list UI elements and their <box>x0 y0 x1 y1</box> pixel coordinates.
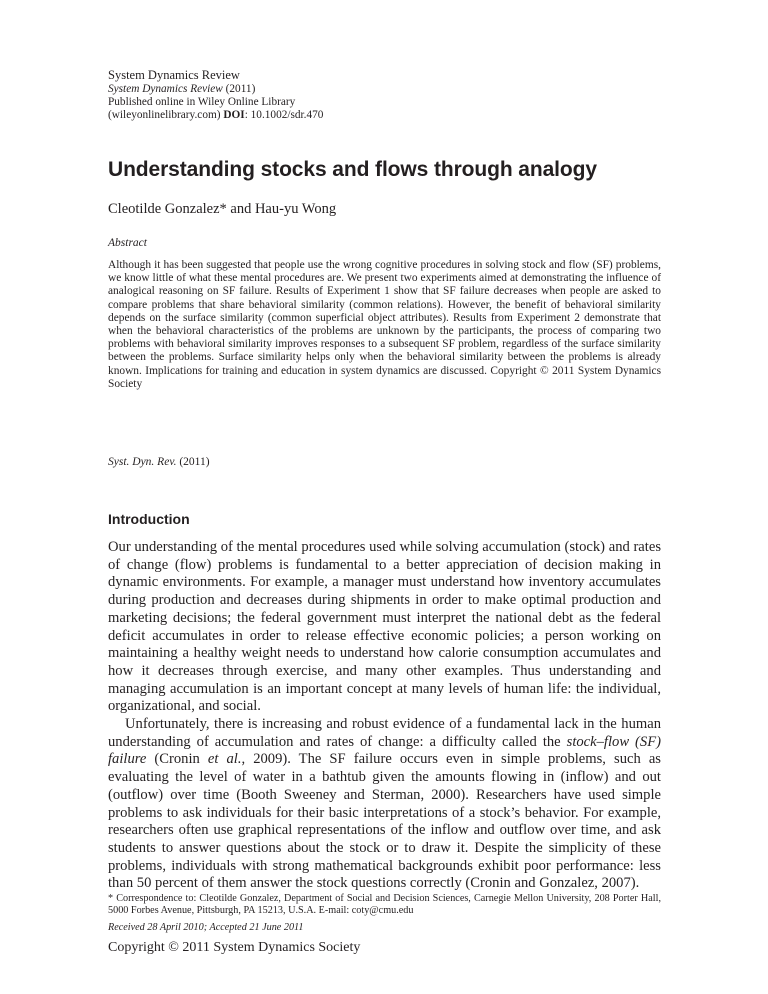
doi-prefix: (wileyonlinelibrary.com) <box>108 109 224 121</box>
short-citation-title: Syst. Dyn. Rev. <box>108 456 177 468</box>
doi-label: DOI <box>223 109 245 121</box>
journal-header <box>108 68 323 122</box>
journal-citation-year: (2011) <box>222 83 256 95</box>
et-al: et al. <box>207 751 242 768</box>
short-citation <box>108 456 210 468</box>
paragraph-2-part-b: (Cronin <box>146 751 208 768</box>
correspondence-footnote: * Correspondence to: Cleotilde Gonzalez, Department of Social and Decision Sciences, Carnegie Mellon University, 208 Porter Hall, 5000 Forbes Avenue, Pittsburgh, PA 15213, U.S.A. E-mail: coty@cmu.edu <box>108 893 661 916</box>
journal-citation <box>108 83 323 96</box>
body-paragraph-1: Our understanding of the mental procedures used while solving accumulation (stock) and rates of change (flow) problems is fundamental to a better appreciation of decision making in dynamic environments. For example, a manager must understand how inventory accumulates during production and decreases during shipments in order to make optimal production and marketing decisions; the federal government must interpret the national debt as the federal deficit accumulates in order to release effective economic policies; a person working on maintaining a healthy weight needs to understand how calorie consumption accumulates and how it decreases through exercise, and many other examples. Thus understanding and managing accumulation is an important concept at many levels of human life: the individual, organizational, and social. <box>108 539 661 715</box>
body-paragraph-2 <box>108 716 661 893</box>
doi-value: : 10.1002/sdr.470 <box>244 109 324 121</box>
abstract-heading: Abstract <box>108 237 147 249</box>
paragraph-2-part-a: Unfortunately, there is increasing and robust evidence of a fundamental lack in the human understanding of accumulation and rates of change: a difficulty called the <box>108 716 661 750</box>
article-title: Understanding stocks and flows through analogy <box>108 158 597 181</box>
doi-line <box>108 109 323 122</box>
section-heading-introduction: Introduction <box>108 511 190 527</box>
authors: Cleotilde Gonzalez* and Hau-yu Wong <box>108 201 337 217</box>
journal-name: System Dynamics Review <box>108 68 240 82</box>
journal-citation-title: System Dynamics Review <box>108 83 223 95</box>
received-dates: Received 28 April 2010; Accepted 21 June 2011 <box>108 922 304 933</box>
body-text <box>108 539 661 893</box>
abstract-text: Although it has been suggested that people use the wrong cognitive procedures in solving stock and flow (SF) problems, we know little of what these mental procedures are. We present two experiments aimed at demonstrating the influence of analogical reasoning on SF failure. Results of Experiment 1 show that SF failure decreases when people are asked to compare problems that share behavioral similarity (common relations). However, the benefit of behavioral similarity depends on the surface similarity (common superficial object attributes). Results from Experiment 2 demonstrate that when the behavioral characteristics of the problems are unknown by the participants, the process of comparing two problems with behavioral similarity improves responses to a subsequent SF problem, regardless of the surface similarity between the problems. Surface similarity helps only when the behavioral similarity between the problems is already known. Implications for training and education in system dynamics are discussed. Copyright © 2011 System Dynamics Society <box>108 259 661 390</box>
published-line: Published online in Wiley Online Library <box>108 96 296 108</box>
short-citation-year: (2011) <box>176 456 210 468</box>
copyright-notice: Copyright © 2011 System Dynamics Society <box>108 940 361 955</box>
paragraph-2-part-c: , 2009). The SF failure occurs even in simple problems, such as evaluating the level of water in a bathtub given the amounts flowing in (inflow) and out (outflow) over time (Booth Sweeney and Sterman, 2000). Researchers have used simple problems to ask individuals for their basic interpretations of a stock’s behavior. For example, researchers often use graphical representations of the inflow and outflow over time, and ask students to answer questions about the stock or to draw it. Despite the simplicity of these problems, individuals with strong mathematical backgrounds exhibit poor performance: less than 50 percent of them answer the stock questions correctly (Cronin and Gonzalez, 2007). <box>108 751 661 892</box>
stock-flow-failure-term: stock–flow (SF) failure <box>108 733 661 768</box>
